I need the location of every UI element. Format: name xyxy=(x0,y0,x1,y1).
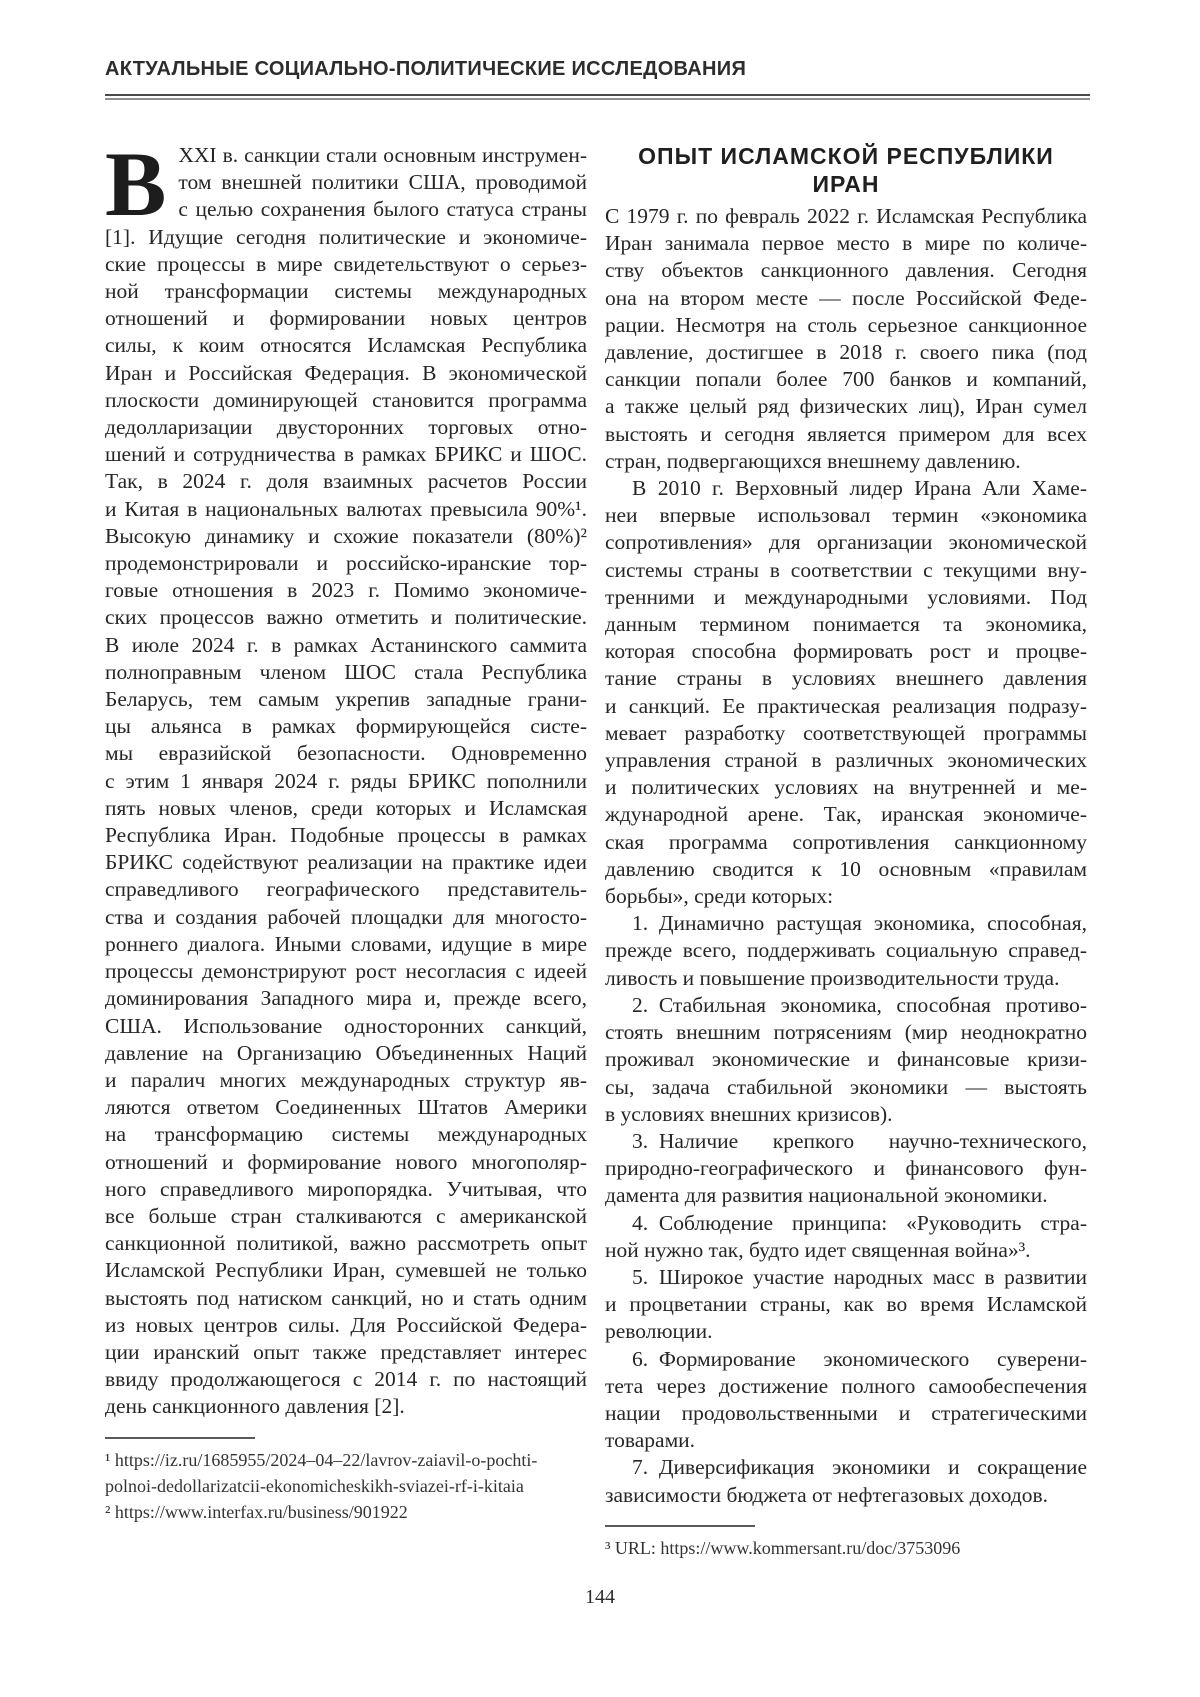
text-line: данным термином понимается та экономика, xyxy=(605,612,1087,637)
text-line: дамента для развития национальной экономики. xyxy=(605,1183,1048,1208)
text-line: все больше стран сталкиваются с американской xyxy=(105,1203,587,1228)
text-line: и паралич многих международных структур яв- xyxy=(105,1067,587,1092)
paragraph xyxy=(605,475,1087,910)
text-line: дедолларизации двусторонних торговых отно- xyxy=(105,415,587,440)
text-line: Так, в 2024 г. доля взаимных расчетов России xyxy=(105,469,587,494)
footnote-rule xyxy=(105,1437,255,1439)
paragraph xyxy=(605,203,1087,475)
text-line: из новых центров силы. Для Российской Федера- xyxy=(105,1312,587,1337)
text-line: рации. Несмотря на столь серьезное санкционное xyxy=(605,312,1087,337)
text-line: полноправным членом ШОС стала Республика xyxy=(105,659,587,684)
text-line: мевает разработку соответствующей программы xyxy=(605,720,1087,745)
paragraph xyxy=(605,1128,1087,1210)
footnote-line: ² https://www.interfax.ru/business/901922 xyxy=(105,1501,408,1522)
text-line: ввиду продолжающегося с 2014 г. по настоящий xyxy=(105,1367,587,1392)
text-line: давление на Организацию Объединенных Наций xyxy=(105,1040,587,1065)
text-line: отношений и формирование нового многополяр- xyxy=(105,1149,587,1174)
text-line: Республика Иран. Подобные процессы в рамках xyxy=(105,823,587,848)
text-line: 7. Диверсификация экономики и сокращение xyxy=(632,1455,1087,1480)
right-column xyxy=(605,142,1087,1561)
text-line: В 2010 г. Верховный лидер Ирана Али Хаме- xyxy=(632,476,1087,501)
text-line: цы альянса в рамках формирующейся систе- xyxy=(105,714,587,739)
text-line: шений и сотрудничества в рамках БРИКС и ШОС. xyxy=(105,442,587,467)
footnote-lines xyxy=(605,1535,1087,1561)
footnote-line: polnoi-dedollarizatcii-ekonomicheskikh-sviazei-rf-i-kitaia xyxy=(105,1475,524,1496)
text-line: тренними и международными условиями. Под xyxy=(605,584,1087,609)
text-line: нации продовольственными и стратегическими xyxy=(605,1400,1087,1425)
text-line: В июле 2024 г. в рамках Астанинского саммита xyxy=(105,632,587,657)
text-line: силы, к коим относятся Исламская Республика xyxy=(105,333,587,358)
text-line: санкции попали более 700 банков и компаний, xyxy=(605,367,1087,392)
text-line: 6. Формирование экономического суверени- xyxy=(632,1346,1087,1371)
left-footnotes xyxy=(105,1437,587,1525)
text-line: С 1979 г. по февраль 2022 г. Исламская Республика xyxy=(605,204,1087,228)
text-line: ливость и повышение производительности труда. xyxy=(605,965,1060,990)
text-line: Иран занимала первое место в мире по количе- xyxy=(605,231,1087,256)
text-line: ного справедливого миропорядка. Учитывая, что xyxy=(105,1176,587,1201)
text-line: XXI в. санкции стали основным инструмен- xyxy=(178,143,587,167)
text-line: системы страны в соответствии с текущими вну- xyxy=(605,557,1087,582)
text-line: ной нужно так, будто идет священная война»³. xyxy=(605,1237,1031,1262)
text-line: 1. Динамично растущая экономика, способная, xyxy=(632,911,1087,936)
section-heading: ОПЫТ ИСЛАМСКОЙ РЕСПУБЛИКИ ИРАН xyxy=(638,143,1054,197)
text-line: [1]. Идущие сегодня политические и экономиче- xyxy=(105,224,587,249)
text-line: ские процессы в мире свидетельствуют о серьез- xyxy=(105,251,587,276)
two-column-layout xyxy=(105,133,1090,1561)
paragraph xyxy=(605,910,1087,992)
text-line: революции. xyxy=(605,1319,713,1344)
text-line: тета через достижение полного самообеспечения xyxy=(605,1373,1087,1398)
drop-cap: В xyxy=(105,133,167,235)
text-line: сопротивления» для организации экономической xyxy=(605,530,1087,555)
text-line: БРИКС содействуют реализации на практике идеи xyxy=(105,850,587,875)
text-line: на трансформацию системы международных xyxy=(105,1122,587,1147)
text-line: пять новых членов, среди которых и Исламская xyxy=(105,795,587,820)
text-line: справедливого географического представитель- xyxy=(105,877,587,902)
text-line: выстоять под натиском санкций, но и стать одним xyxy=(105,1285,587,1310)
text-line: день санкционного давления [2]. xyxy=(105,1394,405,1419)
text-line: ждународной арене. Так, иранская экономиче- xyxy=(605,802,1087,827)
text-line: давлению сводится к 10 основным «правилам xyxy=(605,856,1087,881)
footnote-rule xyxy=(605,1525,755,1527)
footnote-lines xyxy=(105,1447,587,1525)
text-line: которая способна формировать рост и процве- xyxy=(605,639,1087,664)
running-head: АКТУАЛЬНЫЕ СОЦИАЛЬНО-ПОЛИТИЧЕСКИЕ ИССЛЕДОВАНИЯ xyxy=(105,58,747,80)
paragraph xyxy=(105,133,587,1421)
text-line: с этим 1 января 2024 г. ряды БРИКС пополнили xyxy=(105,768,587,793)
text-line: 4. Соблюдение принципа: «Руководить стра- xyxy=(632,1210,1087,1235)
footnote-line: ³ URL: https://www.kommersant.ru/doc/3753096 xyxy=(605,1537,961,1558)
text-line: мы евразийской безопасности. Одновременно xyxy=(105,741,587,766)
text-line: и Китая в национальных валютах превысила 90%¹. xyxy=(105,496,587,521)
text-line: санкционной политикой, важно рассмотреть опыт xyxy=(105,1231,587,1256)
text-line: ству объектов санкционного давления. Сегодня xyxy=(605,258,1087,283)
text-line: и процветании страны, как во время Исламской xyxy=(605,1292,1087,1317)
text-line: том внешней политики США, проводимой xyxy=(178,170,587,195)
text-line: продемонстрировали и российско-иранские тор- xyxy=(105,551,587,576)
text-line: и санкций. Ее практическая реализация подразу- xyxy=(605,693,1087,718)
text-line: ства и создания рабочей площадки для многосто- xyxy=(105,904,587,929)
text-line: роннего диалога. Иными словами, идущие в мире xyxy=(105,931,587,956)
text-line: США. Использование односторонних санкций, xyxy=(105,1013,587,1038)
text-line: ляются ответом Соединенных Штатов Америки xyxy=(105,1095,587,1120)
text-line: проживал экономические и финансовые кризи- xyxy=(605,1047,1087,1072)
footnote-line: ¹ https://iz.ru/1685955/2024–04–22/lavrov-zaiavil-o-pochti- xyxy=(105,1449,538,1470)
text-line: стран, подвергающихся внешнему давлению. xyxy=(605,448,1021,473)
text-line: 3. Наличие крепкого научно-технического, xyxy=(632,1128,1087,1153)
paragraph xyxy=(605,1264,1087,1346)
right-column-body xyxy=(605,203,1087,1509)
text-line: управления страной в различных экономических xyxy=(605,748,1087,773)
text-line: процессы демонстрируют рост несогласия с идеей xyxy=(105,959,587,984)
paragraph xyxy=(605,1346,1087,1455)
text-line: Исламской Республики Иран, сумевшей не только xyxy=(105,1258,587,1283)
text-line: ции иранский опыт также представляет интерес xyxy=(105,1339,587,1364)
text-line: зависимости бюджета от нефтегазовых доходов. xyxy=(605,1482,1049,1507)
text-line: ских процессов важно отметить и политические. xyxy=(105,605,587,630)
text-line: 5. Широкое участие народных масс в развитии xyxy=(632,1264,1087,1289)
text-line: 2. Стабильная экономика, способная противо- xyxy=(632,992,1087,1017)
text-line: с целью сохранения былого статуса страны xyxy=(178,197,587,222)
text-line: прежде всего, поддерживать социальную справед- xyxy=(605,938,1087,963)
text-line: давление, достигшее в 2018 г. своего пика (под xyxy=(605,340,1087,365)
text-line: сы, задача стабильной экономики — выстоять xyxy=(605,1074,1087,1099)
text-line: Высокую динамику и схожие показатели (80%)² xyxy=(105,523,587,548)
text-line: Иран и Российская Федерация. В экономической xyxy=(105,360,587,385)
page-number: 144 xyxy=(585,1586,615,1608)
text-line: товарами. xyxy=(605,1428,696,1453)
paragraph xyxy=(605,1454,1087,1508)
text-line: выстоять и сегодня является примером для всех xyxy=(605,421,1087,446)
text-line: тание страны в условиях внешнего давления xyxy=(605,666,1087,691)
paragraph xyxy=(605,992,1087,1128)
text-line: в условиях внешних кризисов). xyxy=(605,1101,893,1126)
text-line: она на втором месте — после Российской Феде- xyxy=(605,285,1087,310)
text-line: говые отношения в 2023 г. Помимо экономиче- xyxy=(105,578,587,603)
left-column-body xyxy=(105,133,587,1421)
text-line: борьбы», среди которых: xyxy=(605,884,834,909)
header-divider-rule xyxy=(105,94,1090,100)
text-line: стоять внешним потрясениям (мир неоднократно xyxy=(605,1020,1087,1045)
text-line: Беларусь, тем самым укрепив западные грани- xyxy=(105,687,587,712)
text-line: неи впервые использовал термин «экономика xyxy=(605,503,1087,528)
text-line: отношений и формировании новых центров xyxy=(105,306,587,331)
left-column xyxy=(105,133,587,1561)
text-line: плоскости доминирующей становится программа xyxy=(105,387,587,412)
text-line: природно-географического и финансового фун- xyxy=(605,1156,1087,1181)
text-line: а также целый ряд физических лиц), Иран сумел xyxy=(605,394,1087,419)
text-line: ной трансформации системы международных xyxy=(105,279,587,304)
text-line: доминирования Западного мира и, прежде всего, xyxy=(105,986,587,1011)
right-footnotes xyxy=(605,1525,1087,1561)
text-line: и политических условиях на внутренней и ме- xyxy=(605,775,1087,800)
text-line: ская программа сопротивления санкционному xyxy=(605,829,1087,854)
paragraph xyxy=(605,1210,1087,1264)
